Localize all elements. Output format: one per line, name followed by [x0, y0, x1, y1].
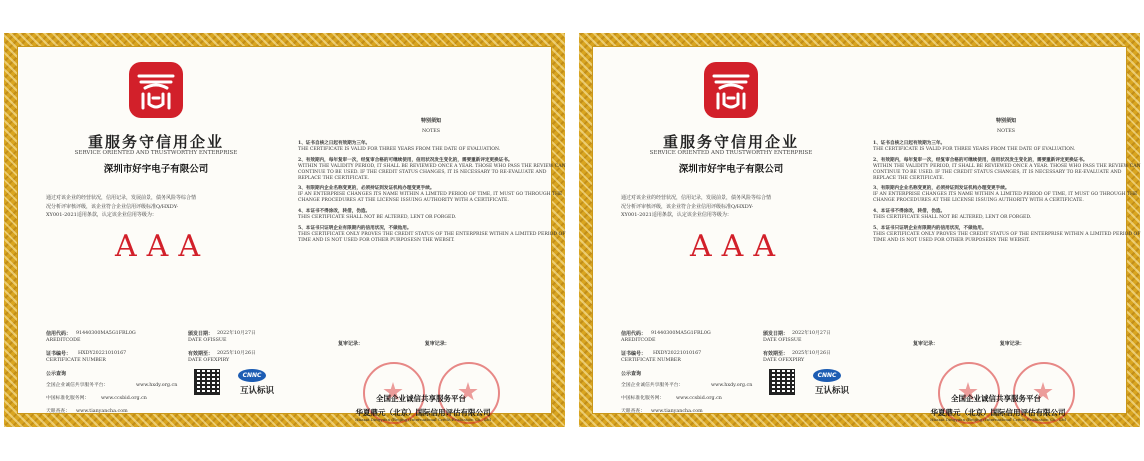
link1-label: 全国企业诚信共享服务平台： — [621, 383, 684, 388]
note-item: 2、有效期内，每年复审一次，经复审合格的可继续使用，信用状况发生变化的，需要重新评定更换证书。 WITHIN THE VALIDITY PERIOD, IT SHALL BE REVIEWED ONCE A YEAR. THOSE WHO PASS THE REVIEW CAN CONTINUE TO BE USED. IF THE CREDIT STATUS CHANGES, IT IS NECESSARY TO RE-EVALUATE AND REPLACE THE CERTIFICATE. — [873, 157, 1141, 181]
review-record-2: 复审记录： — [999, 341, 1025, 347]
link2-url[interactable]: www.ccsbid.org.cn — [676, 396, 722, 401]
issuer-name: 华夏鼎元（北京）国际信用评估有限公司 — [355, 408, 491, 417]
certificate — [4, 33, 565, 427]
certificate-title: 重服务守信用企业 — [87, 133, 224, 151]
qr-code — [194, 369, 220, 395]
issue-date-value: 2022年10月27日 — [217, 331, 256, 336]
cnnc-badge: CNNC — [238, 369, 266, 382]
cert-no-value: HXDY20221010167 — [653, 351, 702, 356]
note-item: 5、本证书只证明企业有限期内的信用状况，不做他用。 THIS CERTIFICATE ONLY PROVES THE CREDIT STATUS OF THE ENTERPRISE WITHIN A LIMITED PERIOD OF TIME AND IS NOT USED FOR OTHER PURPOSESN THE WEBSIT. — [298, 225, 566, 243]
note-item: 4、本证书不得涂改，转借，伪造。 THIS CERTIFICATE SHALL NOT BE ALTERED, LENT OR FORGED. — [298, 209, 457, 221]
certificate-body — [592, 46, 1141, 422]
expiry-value: 2025年10月26日 — [217, 351, 256, 356]
note-item: 1、证书自核之日起有效期为三年。 THE CERTIFICATE IS VALID FOR THREE YEARS FROM THE DATE OF EVALUATION. — [873, 141, 1076, 152]
issue-date-label-en: DATE OFISSUE — [188, 338, 227, 343]
red-seal-logo-icon — [129, 62, 183, 118]
credit-code-label: 信用代码： — [621, 331, 647, 337]
expiry-label-en: DATE OFEXPIRY — [188, 358, 230, 363]
notes-subtitle: NOTES — [996, 129, 1016, 134]
link2-url[interactable]: www.ccsbid.org.cn — [101, 396, 147, 401]
note-item: 4、本证书不得涂改，转借，伪造。 THIS CERTIFICATE SHALL NOT BE ALTERED, LENT OR FORGED. — [873, 209, 1032, 221]
credit-code-label: 信用代码： — [46, 331, 72, 337]
platform-name: 全国企业诚信共享服务平台 — [951, 394, 1041, 403]
credit-rating: AAA — [690, 229, 785, 264]
review-record-1: 复审记录： — [338, 341, 364, 347]
review-records — [913, 340, 1143, 347]
credit-code-label-en: AREDITCODE — [621, 338, 656, 343]
expiry-label: 有效期至： — [188, 351, 214, 357]
cnnc-mark — [803, 369, 861, 399]
expiry-label: 有效期至： — [763, 351, 789, 357]
notes-list — [298, 141, 568, 249]
link3-url[interactable]: www.tianyancha.com — [76, 409, 128, 414]
platform-name: 全国企业诚信共享服务平台 — [376, 394, 466, 403]
certificate-title: 重服务守信用企业 — [662, 133, 799, 151]
expiry-label-en: DATE OFEXPIRY — [763, 358, 805, 363]
red-seal-logo-icon — [704, 62, 758, 118]
issue-date-value: 2022年10月27日 — [792, 331, 831, 336]
issuer-name-en: Huaxia Dingyuan (Beijing) International Credit Evaluation Co., Ltd — [930, 417, 1066, 422]
qr-code — [769, 369, 795, 395]
link1-url[interactable]: www.hxdy.org.cn — [711, 383, 753, 388]
certificate — [579, 33, 1140, 427]
issuer-name-en: Huaxia Dingyuan (Beijing) International Credit Evaluation Co., Ltd — [355, 417, 491, 422]
company-name: 深圳市好宇电子有限公司 — [678, 164, 784, 175]
review-records — [338, 340, 568, 347]
issuer-name: 华夏鼎元（北京）国际信用评估有限公司 — [930, 408, 1066, 417]
certificate-body — [17, 46, 566, 422]
link3-label: 天眼查查： — [621, 409, 645, 414]
credit-code-value: 91440300MA5G1FRL0G — [76, 331, 136, 336]
cert-no-label: 证书编号： — [46, 351, 72, 357]
link3-url[interactable]: www.tianyancha.com — [651, 409, 703, 414]
credit-code-label-en: AREDITCODE — [46, 338, 81, 343]
cnnc-badge: CNNC — [813, 369, 841, 382]
review-record-1: 复审记录： — [913, 341, 939, 347]
certificate-subtitle: SERVICE ORIENTED AND TRUSTWORTHY ENTERPRISE — [649, 150, 813, 156]
note-item: 5、本证书只证明企业有限期内的信用状况，不做他用。 THIS CERTIFICATE ONLY PROVES THE CREDIT STATUS OF THE ENTERPRISE WITHIN A LIMITED PERIOD OF TIME AND IS NOT USED FOR OTHER PURPOSERN THE WEBSIT. — [873, 225, 1141, 243]
issue-date-label-en: DATE OFISSUE — [763, 338, 802, 343]
link1-label: 全国企业诚信共享服务平台： — [46, 383, 109, 388]
cert-no-value: HXDY20221010167 — [78, 351, 127, 356]
cert-no-label: 证书编号： — [621, 351, 647, 357]
notes-list — [873, 141, 1143, 249]
rating-description: 通过对该企业的经营状况，信用记录，发展前景，债务风险等综合情况分析评审核评级，该企业符合企业信用评级标准Q/HXDY-XY001-2021适用条款，认定该企业信用等级为： — [621, 195, 772, 218]
note-item: 3、有限期内企业名称变更的，必须持证到发证机构办理变更手续。 IF AN ENTERPRISE CHANGES ITS NAME WITHIN A LIMITED PERIOD OF TIME, IT MUST GO THROUGH THE CHANGE PROCEDURES AT THE LICENSE ISSUING AUTHORITY WITH A CERTIFICATE. — [298, 186, 563, 204]
review-record-2: 复审记录： — [424, 341, 450, 347]
notes-title: 特别须知 — [420, 118, 441, 124]
issue-date-label: 颁发日期： — [763, 331, 789, 337]
link2-label: 中国标准化服务网： — [46, 396, 90, 401]
certificate-subtitle: SERVICE ORIENTED AND TRUSTWORTHY ENTERPRISE — [74, 150, 238, 156]
expiry-value: 2025年10月26日 — [792, 351, 831, 356]
link1-url[interactable]: www.hxdy.org.cn — [136, 383, 178, 388]
issue-date-label: 颁发日期： — [188, 331, 214, 337]
cnnc-text: 互认标识 — [814, 386, 849, 396]
notes-subtitle: NOTES — [421, 129, 441, 134]
cert-no-label-en: CERTIFICATE NUMBER — [621, 358, 681, 363]
company-name: 深圳市好宇电子有限公司 — [103, 164, 209, 175]
credit-rating: AAA — [115, 229, 210, 264]
credit-code-value: 91440300MA5G1FRL0G — [651, 331, 711, 336]
link3-label: 天眼查查： — [46, 409, 70, 414]
note-item: 2、有效期内，每年复审一次，经复审合格的可继续使用，信用状况发生变化的，需要重新评定更换证书。 WITHIN THE VALIDITY PERIOD, IT SHALL BE REVIEWED ONCE A YEAR. THOSE WHO PASS THE REVIEW CAN CONTINUE TO BE USED. IF THE CREDIT STATUS CHANGES, IT IS NECESSARY TO RE-EVALUATE AND REPLACE THE CERTIFICATE. — [298, 157, 566, 181]
notes-title: 特别须知 — [995, 118, 1016, 124]
cnnc-text: 互认标识 — [239, 386, 274, 396]
cert-no-label-en: CERTIFICATE NUMBER — [46, 358, 106, 363]
link2-label: 中国标准化服务网： — [621, 396, 665, 401]
note-item: 3、有限期内企业名称变更的，必须持证到发证机构办理变更手续。 IF AN ENTERPRISE CHANGES ITS NAME WITHIN A LIMITED PERIOD OF TIME, IT MUST GO THROUGH THE CHANGE PROCEDURES AT THE LICENSE ISSUING AUTHORITY WITH A CERTIFICATE. — [873, 186, 1138, 204]
public-query-heading: 公示查询 — [46, 371, 67, 377]
note-item: 1、证书自核之日起有效期为三年。 THE CERTIFICATE IS VALID FOR THREE YEARS FROM THE DATE OF EVALUATION. — [298, 141, 501, 152]
rating-description: 通过对该企业的经营状况，信用记录，发展前景，债务风险等综合情况分析评审核评级，该企业符合企业信用评级标准Q/HXDY-XY001-2021适用条款，认定该企业信用等级为： — [46, 195, 197, 218]
cnnc-mark — [228, 369, 286, 399]
public-query-heading: 公示查询 — [621, 371, 642, 377]
